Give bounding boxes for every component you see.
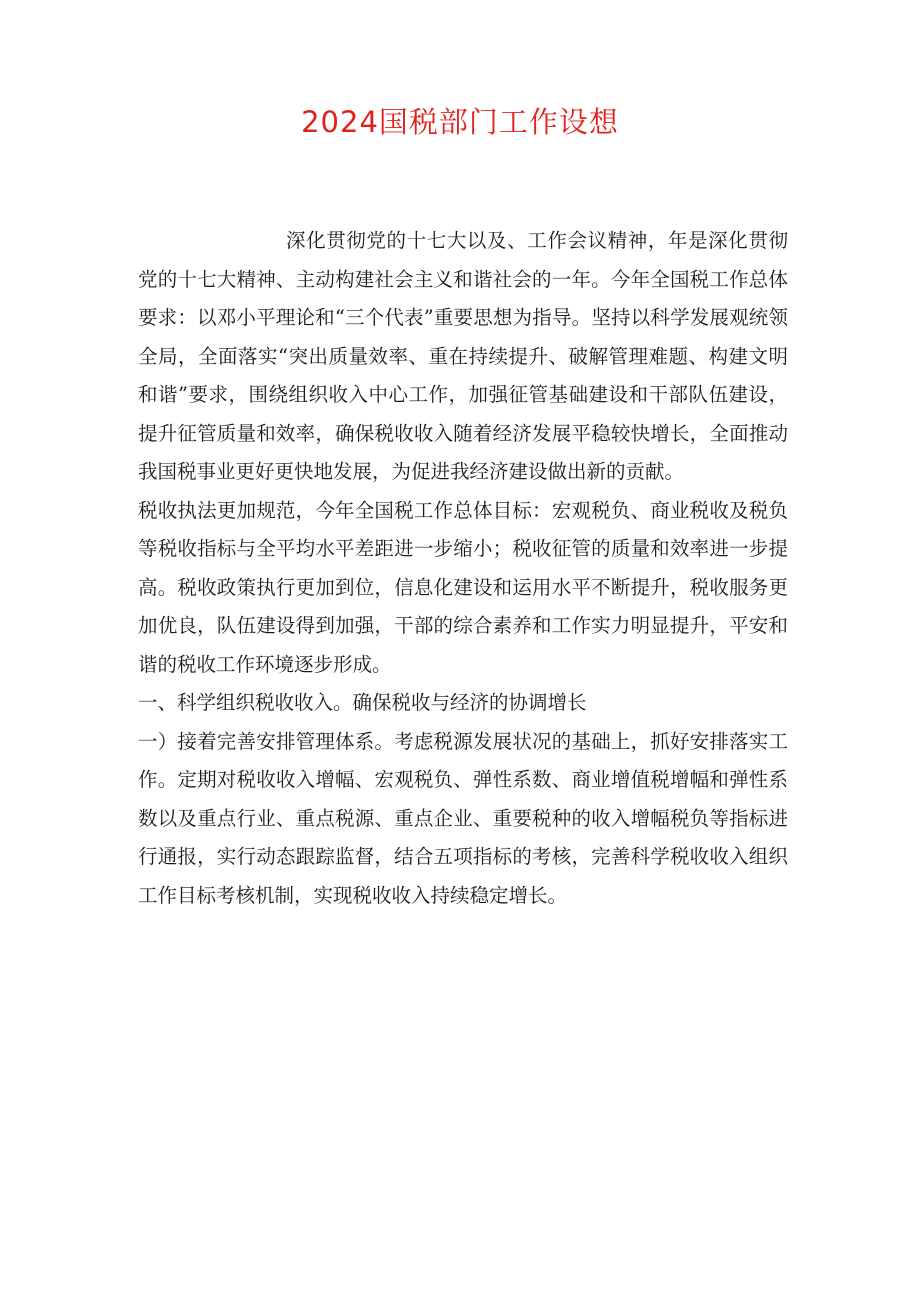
paragraph-goals: 税收执法更加规范，今年全国税工作总体目标：宏观税负、商业税收及税负等税收指标与全平均水平差距进一步缩小；税收征管的质量和效率进一步提高。税收政策执行更加到位，信息化建设和运用水平不断提升，税收服务更加优良，队伍建设得到加强，干部的综合素养和工作实力明显提升，平安和谐的税收工作环境逐步形成。 (138, 498, 788, 676)
document-body (138, 222, 788, 915)
section-heading-1: 一、科学组织税收收入。确保税收与经济的协调增长 (138, 691, 587, 714)
paragraph-intro: 深化贯彻党的十七大以及、工作会议精神，年是深化贯彻党的十七大精神、主动构建社会主义和谐社会的一年。今年全国税工作总体要求：以邓小平理论和“三个代表”重要思想为指导。坚持以科学发展观统领全局，全面落实“突出质量效率、重在持续提升、破解管理难题、构建文明和谐”要求，围绕组织收入中心工作，加强征管基础建设和干部队伍建设，提升征管质量和效率，确保税收收入随着经济发展平稳较快增长，全面推动我国税事业更好更快地发展，为促进我经济建设做出新的贡献。 (138, 229, 788, 483)
document-title: 2024国税部门工作设想 (301, 105, 619, 139)
paragraph-subsection-1: 一）接着完善安排管理体系。考虑税源发展状况的基础上，抓好安排落实工作。定期对税收收入增幅、宏观税负、弹性系数、商业增值税增幅和弹性系数以及重点行业、重点税源、重点企业、重要税种的收入增幅税负等指标进行通报，实行动态跟踪监督，结合五项指标的考核，完善科学税收收入组织工作目标考核机制，实现税收收入持续稳定增长。 (138, 729, 788, 907)
